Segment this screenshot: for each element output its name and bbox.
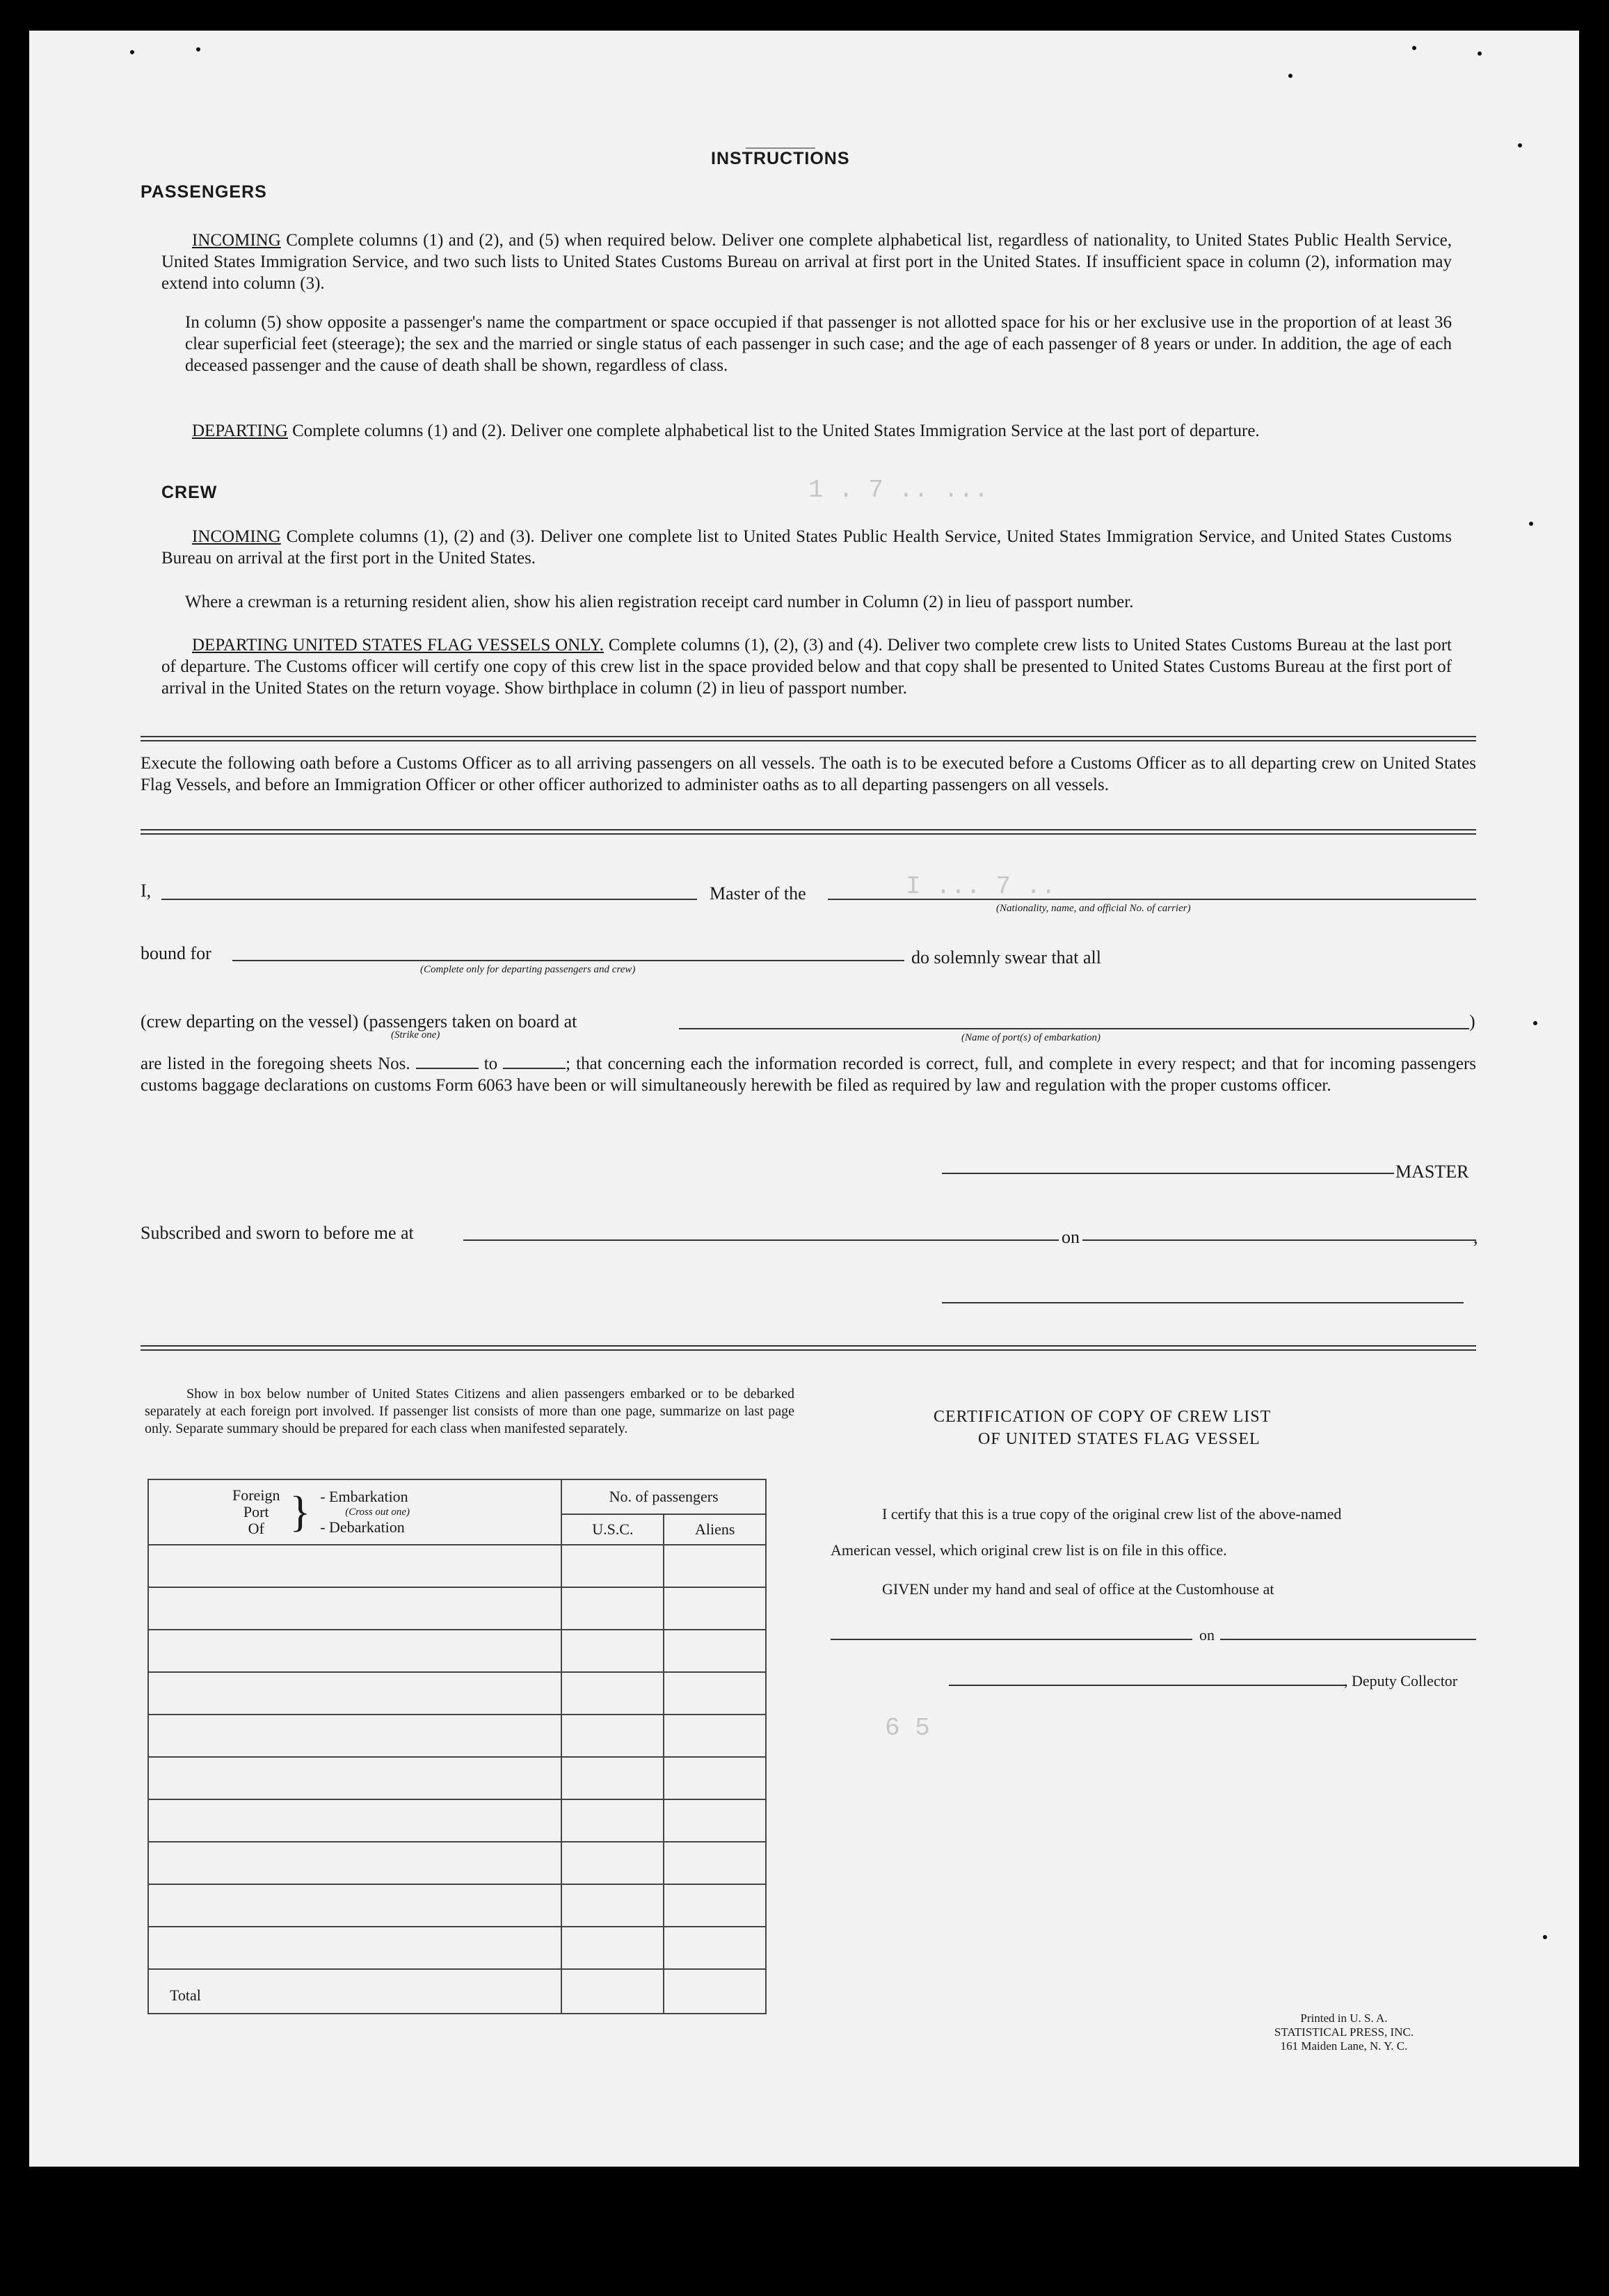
- title-overline: [746, 147, 815, 149]
- bound-for-hint: (Complete only for departing passengers and crew): [420, 964, 636, 975]
- aliens-cell[interactable]: [664, 1630, 766, 1672]
- printer-line-1: Printed in U. S. A.: [1300, 2012, 1388, 2025]
- certification-title-2: OF UNITED STATES FLAG VESSEL: [978, 1430, 1260, 1448]
- officer-signature-field[interactable]: [942, 1302, 1464, 1303]
- printer-line-3: 161 Maiden Lane, N. Y. C.: [1280, 2039, 1408, 2053]
- sheet-to-field[interactable]: [503, 1054, 566, 1069]
- port-cell[interactable]: [148, 1630, 561, 1672]
- customhouse-field[interactable]: [831, 1639, 1192, 1640]
- sworn-on-label: on: [1062, 1227, 1080, 1247]
- port-cell[interactable]: [148, 1545, 561, 1587]
- embarkation-ports-field[interactable]: [679, 1028, 1469, 1029]
- passengers-incoming-label: INCOMING: [192, 231, 281, 250]
- passengers-incoming-text: Complete columns (1) and (2), and (5) when required below. Deliver one complete alphabetical list, regardless of nationality, to United States Public Health Service, United States Immigration Service, and two such lists to United States Customs Bureau on arrival at first port in the United States. If insufficient space in column (2), information may extend into column (3).: [161, 231, 1452, 293]
- summary-row: [148, 1672, 766, 1715]
- summary-row: [148, 1545, 766, 1587]
- aliens-cell[interactable]: [664, 1927, 766, 1969]
- speck: [1412, 46, 1416, 50]
- bleed-through-mark: I ... 7 ..: [906, 872, 1057, 901]
- summary-row: [148, 1630, 766, 1672]
- speck: [130, 50, 134, 54]
- usc-cell[interactable]: [561, 1799, 664, 1842]
- summary-row: [148, 1757, 766, 1799]
- printer-imprint: [1240, 2012, 1448, 2053]
- foreign-port-header: [148, 1479, 561, 1545]
- master-signature-field[interactable]: [942, 1173, 1394, 1174]
- section-divider: [141, 740, 1476, 741]
- speck: [1478, 51, 1482, 56]
- aliens-cell[interactable]: [664, 1672, 766, 1715]
- summary-row: [148, 1842, 766, 1884]
- section-divider: [141, 1345, 1476, 1347]
- summary-note: Show in box below number of United States Citizens and alien passengers embarked or to be debarked separately at each foreign port involved. If passenger list consists of more than one page, summarize on last page only. Separate summary should be prepared for each class when manifested separately.: [145, 1386, 794, 1436]
- port-cell[interactable]: [148, 1587, 561, 1630]
- passengers-departing-paragraph: [161, 420, 1452, 442]
- summary-row: [148, 1587, 766, 1630]
- crew-incoming-label: INCOMING: [192, 527, 281, 546]
- sworn-comma: ,: [1473, 1227, 1478, 1247]
- bleed-through-mark: 6 5: [885, 1714, 930, 1742]
- aliens-cell[interactable]: [664, 1842, 766, 1884]
- printer-line-2: STATISTICAL PRESS, INC.: [1274, 2025, 1414, 2039]
- crew-incoming-text: Complete columns (1), (2) and (3). Deliver one complete list to United States Public Health Service, United States Immigration Service, and United States Customs Bureau on arrival at the first port in the United States.: [161, 527, 1452, 568]
- strike-one-hint: (Strike one): [391, 1029, 440, 1041]
- port-cell[interactable]: [148, 1799, 561, 1842]
- usc-cell[interactable]: [561, 1630, 664, 1672]
- usc-cell[interactable]: [561, 1545, 664, 1587]
- certification-title-1: CERTIFICATION OF COPY OF CREW LIST: [934, 1408, 1272, 1426]
- summary-row: [148, 1799, 766, 1842]
- passengers-heading: PASSENGERS: [141, 182, 267, 202]
- master-label: MASTER: [1395, 1162, 1469, 1182]
- summary-row: [148, 1927, 766, 1969]
- port-cell[interactable]: [148, 1842, 561, 1884]
- aliens-cell[interactable]: [664, 1799, 766, 1842]
- total-aliens-cell[interactable]: [664, 1969, 766, 2014]
- cert-date-field[interactable]: [1220, 1639, 1476, 1640]
- oath-listed-paragraph: [141, 1053, 1476, 1096]
- usc-cell[interactable]: [561, 1757, 664, 1799]
- section-divider: [141, 833, 1476, 835]
- crew-heading: CREW: [161, 483, 218, 502]
- speck: [1533, 1021, 1537, 1025]
- listed-rest: ; that concerning each the information recorded is correct, full, and complete in every respect; and that for incoming passengers customs baggage declarations on customs Form 6063 have been or will simultaneously herewith be filed as required by law and regulation with the proper customs officer.: [141, 1054, 1477, 1095]
- crew-departing-label: DEPARTING UNITED STATES FLAG VESSELS ONLY.: [192, 636, 605, 655]
- summary-table-body: [148, 1545, 766, 1969]
- brace-glyph: }: [289, 1488, 311, 1536]
- port-label: Port: [243, 1503, 269, 1520]
- passenger-summary-table: [147, 1479, 767, 2014]
- master-name-field[interactable]: [161, 899, 697, 900]
- of-label: Of: [248, 1520, 264, 1537]
- certify-text: I certify that this is a true copy of the original crew list of the above-named: [882, 1505, 1342, 1523]
- sworn-date-field[interactable]: [1082, 1239, 1476, 1241]
- document-page: [29, 31, 1579, 2167]
- aliens-cell[interactable]: [664, 1587, 766, 1630]
- section-divider: [141, 1349, 1476, 1351]
- usc-cell[interactable]: [561, 1587, 664, 1630]
- total-usc-cell[interactable]: [561, 1969, 664, 2014]
- bound-for-label: bound for: [141, 943, 211, 963]
- passengers-departing-label: DEPARTING: [192, 422, 288, 440]
- listed-to-label: to: [483, 1054, 498, 1073]
- crew-departing-paragraph: [161, 634, 1452, 699]
- aliens-cell[interactable]: [664, 1715, 766, 1757]
- passengers-departing-text: Complete columns (1) and (2). Deliver one complete alphabetical list to the United States Immigration Service at the last port of departure.: [292, 422, 1260, 440]
- no-of-passengers-header: No. of passengers: [561, 1479, 766, 1514]
- port-cell[interactable]: [148, 1884, 561, 1927]
- solemnly-swear-label: do solemnly swear that all: [911, 947, 1101, 968]
- passengers-column5-paragraph: In column (5) show opposite a passenger's name the compartment or space occupied if that passenger is not allotted space for his or her exclusive use in the proportion of at least 36 clear superficial feet (steerage); the sex and the married or single status of each passenger in such case; and the age of each passenger of 8 years or under. In addition, the age of each deceased passenger and the cause of death shall be shown, regardless of class.: [185, 313, 1452, 375]
- crew-incoming-paragraph: [161, 526, 1452, 569]
- sworn-at-field[interactable]: [463, 1239, 1059, 1241]
- speck: [1518, 143, 1522, 147]
- speck: [196, 47, 200, 51]
- port-cell[interactable]: [148, 1927, 561, 1969]
- usc-cell[interactable]: [561, 1884, 664, 1927]
- embarkation-label: - Embarkation: [320, 1488, 408, 1505]
- aliens-cell[interactable]: [664, 1545, 766, 1587]
- page-title: INSTRUCTIONS: [711, 149, 850, 168]
- sheet-from-field[interactable]: [416, 1054, 479, 1069]
- speck: [1543, 1935, 1547, 1939]
- section-divider: [141, 736, 1476, 737]
- close-paren: ): [1469, 1011, 1475, 1031]
- certify-text-2: American vessel, which original crew list is on file in this office.: [831, 1541, 1227, 1559]
- debarkation-label: - Debarkation: [320, 1518, 405, 1536]
- bound-for-field[interactable]: [232, 960, 904, 961]
- aliens-header: Aliens: [664, 1514, 766, 1545]
- ports-hint: (Name of port(s) of embarkation): [961, 1032, 1100, 1043]
- bleed-through-mark: 1 . 7 .. ...: [808, 476, 989, 504]
- usc-cell[interactable]: [561, 1842, 664, 1884]
- oath-intro-paragraph: Execute the following oath before a Customs Officer as to all arriving passengers on all vessels. The oath is to be executed before a Customs Officer as to all departing crew on United States Flag Vessels, and before an Immigration Officer or other officer authorized to administer oaths as to all departing passengers on all vessels.: [141, 754, 1476, 794]
- cross-out-hint: (Cross out one): [345, 1507, 410, 1518]
- usc-header: U.S.C.: [561, 1514, 664, 1545]
- aliens-cell[interactable]: [664, 1884, 766, 1927]
- crew-departing-label: (crew departing on the vessel) (passengers taken on board at: [141, 1011, 577, 1031]
- usc-cell[interactable]: [561, 1672, 664, 1715]
- crew-departing-text: Complete columns (1), (2), (3) and (4). Deliver two complete crew lists to United States Customs Bureau at the last port of departure. The Customs officer will certify one copy of this crew list in the space provided below and that copy shall be presented to United States Customs Bureau at the first port of arrival in the United States on the return voyage. Show birthplace in column (2) in lieu of passport number.: [161, 636, 1452, 698]
- deputy-collector-label: , Deputy Collector: [1344, 1672, 1458, 1689]
- subscribed-label: Subscribed and sworn to before me at: [141, 1223, 414, 1243]
- carrier-hint: (Nationality, name, and official No. of carrier): [996, 903, 1191, 914]
- port-cell[interactable]: [148, 1757, 561, 1799]
- usc-cell[interactable]: [561, 1715, 664, 1757]
- usc-cell[interactable]: [561, 1927, 664, 1969]
- oath-i-label: I,: [141, 881, 152, 901]
- summary-row: [148, 1715, 766, 1757]
- listed-label: are listed in the foregoing sheets Nos.: [141, 1054, 410, 1073]
- given-text: GIVEN under my hand and seal of office at the Customhouse at: [882, 1580, 1274, 1598]
- carrier-field[interactable]: [828, 899, 1476, 900]
- master-of-label: Master of the: [710, 883, 806, 904]
- cert-on-label: on: [1199, 1626, 1215, 1644]
- speck: [1288, 74, 1292, 78]
- section-divider: [141, 829, 1476, 830]
- port-cell[interactable]: [148, 1715, 561, 1757]
- port-cell[interactable]: [148, 1672, 561, 1715]
- speck: [1529, 522, 1533, 526]
- foreign-label: Foreign: [232, 1486, 280, 1504]
- crew-resident-paragraph: Where a crewman is a returning resident alien, show his alien registration receipt card number in Column (2) in lieu of passport number.: [185, 593, 1134, 611]
- summary-row: [148, 1884, 766, 1927]
- total-label: Total: [148, 1969, 561, 2014]
- passengers-incoming-paragraph: [161, 230, 1452, 294]
- deputy-signature-field[interactable]: [949, 1685, 1345, 1686]
- aliens-cell[interactable]: [664, 1757, 766, 1799]
